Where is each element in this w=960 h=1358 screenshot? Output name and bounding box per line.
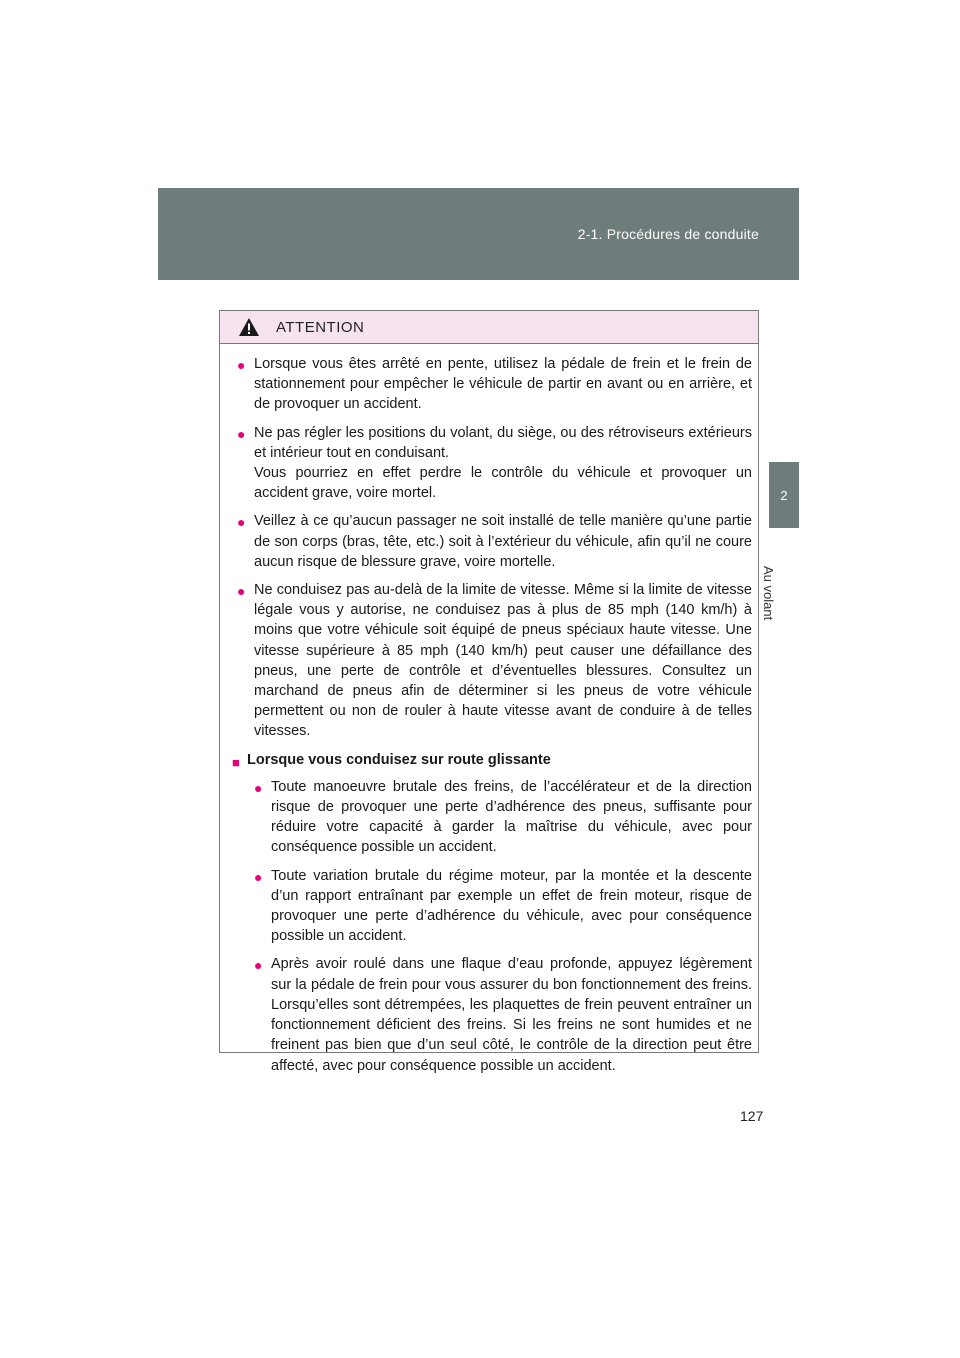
list-item [249, 777, 752, 858]
item-text: Toute variation brutale du régime moteur, par la montée et la descente d’un rapport entraînant par exemple un effet de frein moteur, risque de provoquer une perte d’adhérence du véhicule, avec pour conséquence possible un accident. [271, 867, 752, 945]
list-item [232, 511, 752, 572]
section-heading [232, 750, 752, 770]
bullet-icon: ● [237, 425, 246, 442]
warning-triangle-icon [238, 317, 260, 337]
list-item [232, 423, 752, 504]
warning-header [220, 311, 758, 344]
section-title: 2-1. Procédures de conduite [577, 226, 759, 242]
chapter-number: 2 [780, 487, 788, 503]
list-item [249, 954, 752, 1075]
section-heading-text: Lorsque vous conduisez sur route glissante [247, 751, 551, 768]
chapter-label: Au volant [761, 566, 776, 621]
warning-box [219, 310, 759, 1074]
list-item [232, 354, 752, 415]
item-text: Toute manoeuvre brutale des freins, de l’accélérateur et de la direction risque de provoquer une perte d’adhérence des pneus, suffisante pour réduire votre capacité à garder la maîtrise du véhicule, avec pour conséquence possible un accident. [271, 778, 752, 856]
header-band [158, 188, 799, 280]
item-text-continued: Vous pourriez en effet perdre le contrôle du véhicule et provoquer un accident grave, voire mortel. [254, 465, 752, 502]
section-items [232, 777, 752, 1076]
item-text: Ne conduisez pas au-delà de la limite de vitesse. Même si la limite de vitesse légale vous y autorise, ne conduisez pas à plus de 85 mph (140 km/h) à moins que votre véhicule soit équipé de pneus spéciaux haute vitesse. Une vitesse supérieure à 85 mph (140 km/h) peut causer une défaillance des pneus, une perte de contrôle et d’éventuelles blessures. Consultez un marchand de pneus afin de déterminer si les pneus de votre véhicule permettent ou non de rouler à haute vitesse avant de conduire à de telles vitesses. [254, 582, 752, 740]
square-bullet-icon: ■ [232, 754, 240, 770]
item-text: Après avoir roulé dans une flaque d’eau profonde, appuyez légèrement sur la pédale de frein pour vous assurer du bon fonctionnement des freins. Lorsqu’elles sont détrempées, les plaquettes de frein peuvent entraîner un fonctionnement déficient des freins. Si les freins ne sont humides et ne freinent pas bien que d’un seul côté, le contrôle de la direction peut être affecté, avec pour conséquence possible un accident. [271, 956, 752, 1074]
bullet-icon: ● [254, 957, 263, 974]
bullet-icon: ● [237, 583, 246, 600]
bullet-icon: ● [254, 868, 263, 885]
chapter-tab[interactable] [769, 462, 799, 528]
bullet-icon: ● [237, 514, 246, 531]
item-text: Veillez à ce qu’aucun passager ne soit installé de telle manière qu’une partie de son corps (bras, tête, etc.) soit à l’extérieur du véhicule, afin qu’il ne coure aucun risque de blessure grave, voire mortelle. [254, 513, 752, 570]
bullet-icon: ● [237, 357, 246, 373]
warning-body [220, 344, 758, 1076]
list-item [232, 580, 752, 742]
item-text: Ne pas régler les positions du volant, du siège, ou des rétroviseurs extérieurs et intérieur tout en conduisant. [254, 424, 752, 461]
warning-title: ATTENTION [276, 318, 365, 336]
list-item [249, 866, 752, 947]
bullet-icon: ● [254, 779, 263, 796]
page-number: 127 [740, 1108, 764, 1124]
item-text: Lorsque vous êtes arrêté en pente, utilisez la pédale de frein et le frein de stationnement pour empêcher le véhicule de partir en avant ou en arrière, et de provoquer un accident. [254, 356, 752, 413]
